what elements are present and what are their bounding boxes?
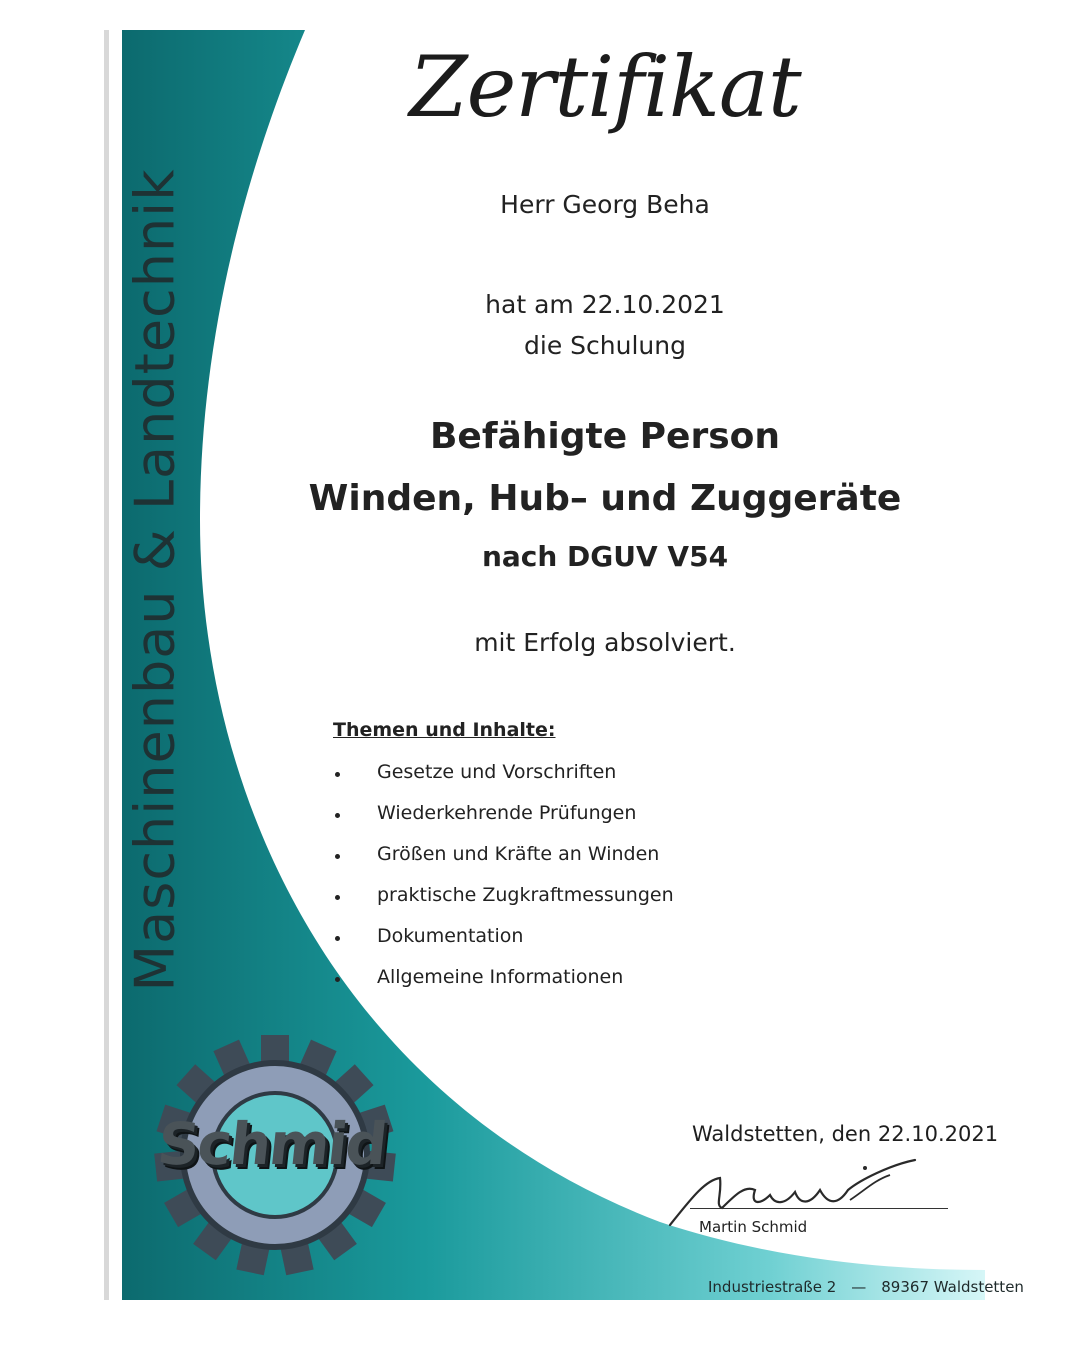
topic-list: [330, 758, 674, 1004]
list-item: praktische Zugkraftmessungen: [330, 881, 674, 922]
list-item: Gesetze und Vorschriften: [330, 758, 674, 799]
certificate-title: Zertifikat: [409, 38, 801, 136]
company-tagline: Maschinenbau & Landtechnik: [123, 168, 187, 992]
recipient-name: Herr Georg Beha: [500, 190, 710, 219]
signature-line: [690, 1208, 948, 1209]
list-item: Allgemeine Informationen: [330, 963, 674, 1004]
footer-address: [708, 1278, 1024, 1296]
footer-city: 89367 Waldstetten: [881, 1278, 1024, 1296]
course-title-line-3: nach DGUV V54: [481, 540, 729, 573]
left-border-line: [104, 30, 109, 1300]
signer-name: Martin Schmid: [699, 1218, 808, 1236]
list-item: Wiederkehrende Prüfungen: [330, 799, 674, 840]
topics-heading: Themen und Inhalte:: [333, 719, 556, 741]
list-item: Dokumentation: [330, 922, 674, 963]
footer-separator: —: [851, 1278, 867, 1296]
place-and-date: Waldstetten, den 22.10.2021: [692, 1122, 999, 1146]
company-logo-text: Schmid: [154, 1110, 389, 1178]
course-title-line-1: Befähigte Person: [429, 416, 781, 457]
footer-street: Industriestraße 2: [708, 1278, 837, 1296]
course-title-line-2: Winden, Hub– und Zuggeräte: [308, 478, 902, 519]
course-intro: die Schulung: [524, 331, 686, 360]
completion-result: mit Erfolg absolviert.: [474, 628, 736, 657]
list-item: Größen und Kräfte an Winden: [330, 840, 674, 881]
training-date: hat am 22.10.2021: [485, 290, 725, 319]
